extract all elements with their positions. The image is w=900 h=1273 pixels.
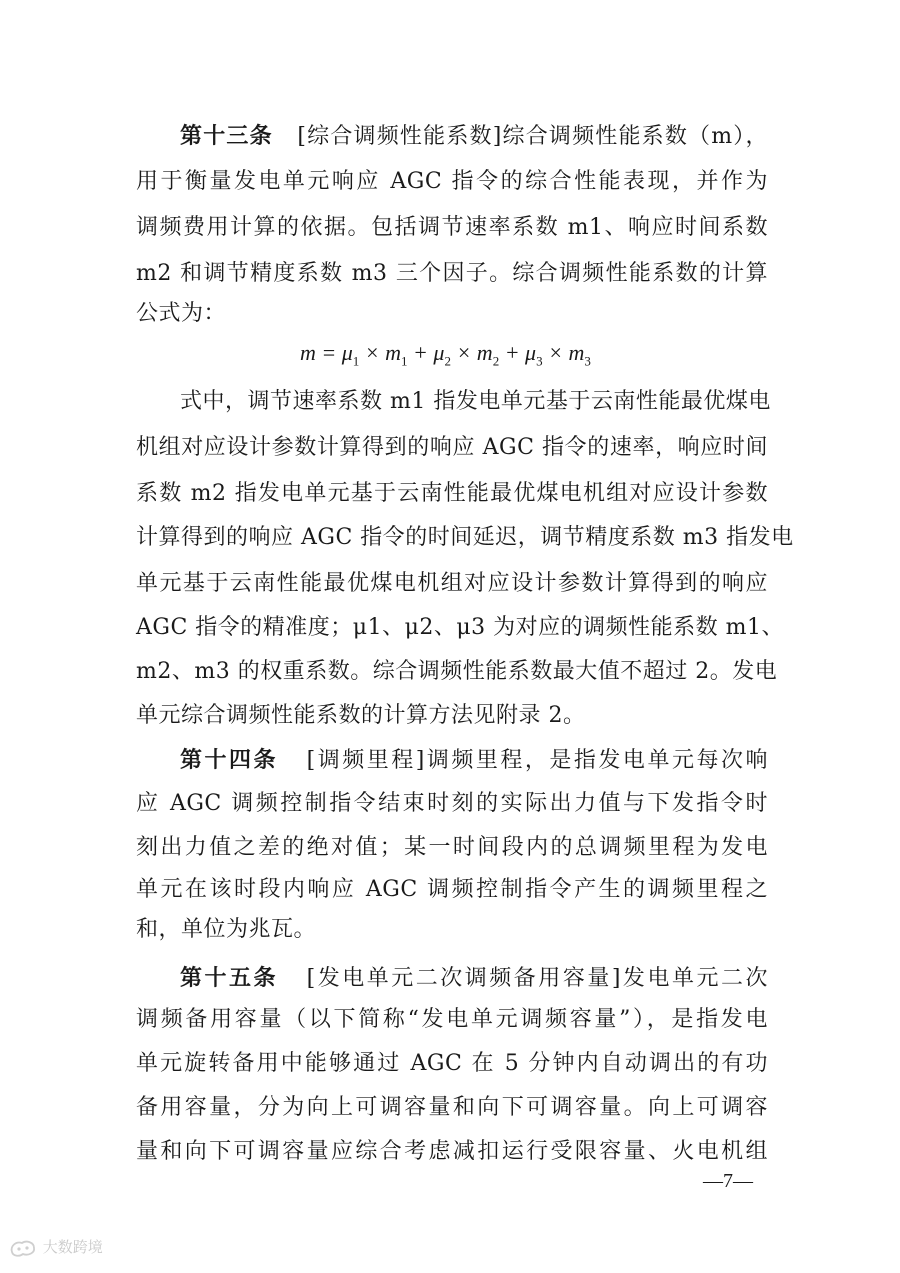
- explanation-line-4: 计算得到的响应 AGC 指令的时间延迟，调节精度系数 m3 指发电: [136, 525, 794, 550]
- formula-var-2: m: [476, 340, 493, 365]
- formula-times-1: ×: [364, 340, 380, 365]
- page-number: —7—: [703, 1170, 753, 1192]
- explanation-line-1: 式中，调节速率系数 m1 指发电单元基于云南性能最优煤电: [180, 389, 771, 414]
- explanation-line-5: 单元基于云南性能最优煤电机组对应设计参数计算得到的响应: [136, 571, 768, 596]
- formula-coef-2: μ: [433, 340, 445, 365]
- article-13-line-4: m2 和调节精度系数 m3 三个因子。综合调频性能系数的计算: [136, 261, 768, 286]
- article-14-line-5: 和，单位为兆瓦。: [136, 917, 317, 942]
- article-14-line-3: 刻出力值之差的绝对值；某一时间段内的总调频里程为发电: [136, 835, 768, 860]
- article-15-line-4: 备用容量，分为向上可调容量和向下可调容量。向上可调容: [136, 1095, 768, 1120]
- formula-var-sub-1: 1: [401, 353, 408, 369]
- article-15-heading: 第十五条: [180, 965, 279, 991]
- formula-var-sub-3: 3: [584, 353, 591, 369]
- formula: [300, 336, 620, 378]
- formula-var-sub-2: 2: [492, 353, 500, 369]
- article-14-line-4: 单元在该时段内响应 AGC 调频控制指令产生的调频里程之: [136, 877, 768, 902]
- formula-times-3: ×: [548, 340, 563, 365]
- article-13-line-5: 公式为：: [136, 301, 227, 326]
- watermark-text: 大数跨境: [42, 1238, 103, 1256]
- article-13-text: [综合调频性能系数]综合调频性能系数（m），: [297, 124, 769, 149]
- watermark: [8, 1236, 103, 1258]
- article-14-heading: 第十四条: [180, 747, 279, 773]
- formula-lhs: m =: [300, 340, 337, 365]
- watermark-logo-icon: [8, 1238, 38, 1258]
- article-15-text: [发电单元二次调频备用容量]发电单元二次: [306, 966, 769, 991]
- article-13-heading: 第十三条: [180, 123, 273, 149]
- article-15-line-1: [180, 961, 768, 995]
- explanation-line-8: 单元综合调频性能系数的计算方法见附录 2。: [136, 703, 586, 728]
- formula-coef-3: μ: [525, 340, 537, 365]
- explanation-line-6: AGC 指令的精准度；μ1、μ2、μ3 为对应的调频性能系数 m1、: [136, 615, 785, 640]
- formula-var-3: m: [568, 340, 585, 365]
- formula-plus-2: +: [504, 340, 520, 365]
- formula-times-2: ×: [456, 340, 472, 365]
- article-14-line-2: 应 AGC 调频控制指令结束时刻的实际出力值与下发指令时: [136, 791, 768, 816]
- article-15-line-5: 量和向下可调容量应综合考虑减扣运行受限容量、火电机组: [136, 1139, 768, 1164]
- explanation-line-7: m2、m3 的权重系数。综合调频性能系数最大值不超过 2。发电: [136, 659, 778, 684]
- formula-coef-1: μ: [341, 340, 353, 365]
- article-14-line-1: [180, 743, 768, 777]
- formula-coef-sub-3: 3: [536, 353, 543, 369]
- article-14-text: [调频里程]调频里程，是指发电单元每次响: [306, 748, 769, 773]
- formula-coef-sub-2: 2: [444, 353, 451, 369]
- article-15-line-3: 单元旋转备用中能够通过 AGC 在 5 分钟内自动调出的有功: [136, 1051, 768, 1076]
- explanation-line-2: 机组对应设计参数计算得到的响应 AGC 指令的速率，响应时间: [136, 435, 768, 460]
- article-13-line-1: [180, 119, 768, 153]
- article-13-line-2: 用于衡量发电单元响应 AGC 指令的综合性能表现，并作为: [136, 169, 768, 194]
- formula-plus-1: +: [413, 340, 428, 365]
- formula-coef-sub-1: 1: [352, 353, 360, 369]
- article-15-line-2: 调频备用容量（以下简称“发电单元调频容量”），是指发电: [136, 1007, 768, 1032]
- formula-var-1: m: [385, 340, 402, 365]
- article-13-line-3: 调频费用计算的依据。包括调节速率系数 m1、响应时间系数: [136, 215, 768, 240]
- explanation-line-3: 系数 m2 指发电单元基于云南性能最优煤电机组对应设计参数: [136, 481, 768, 506]
